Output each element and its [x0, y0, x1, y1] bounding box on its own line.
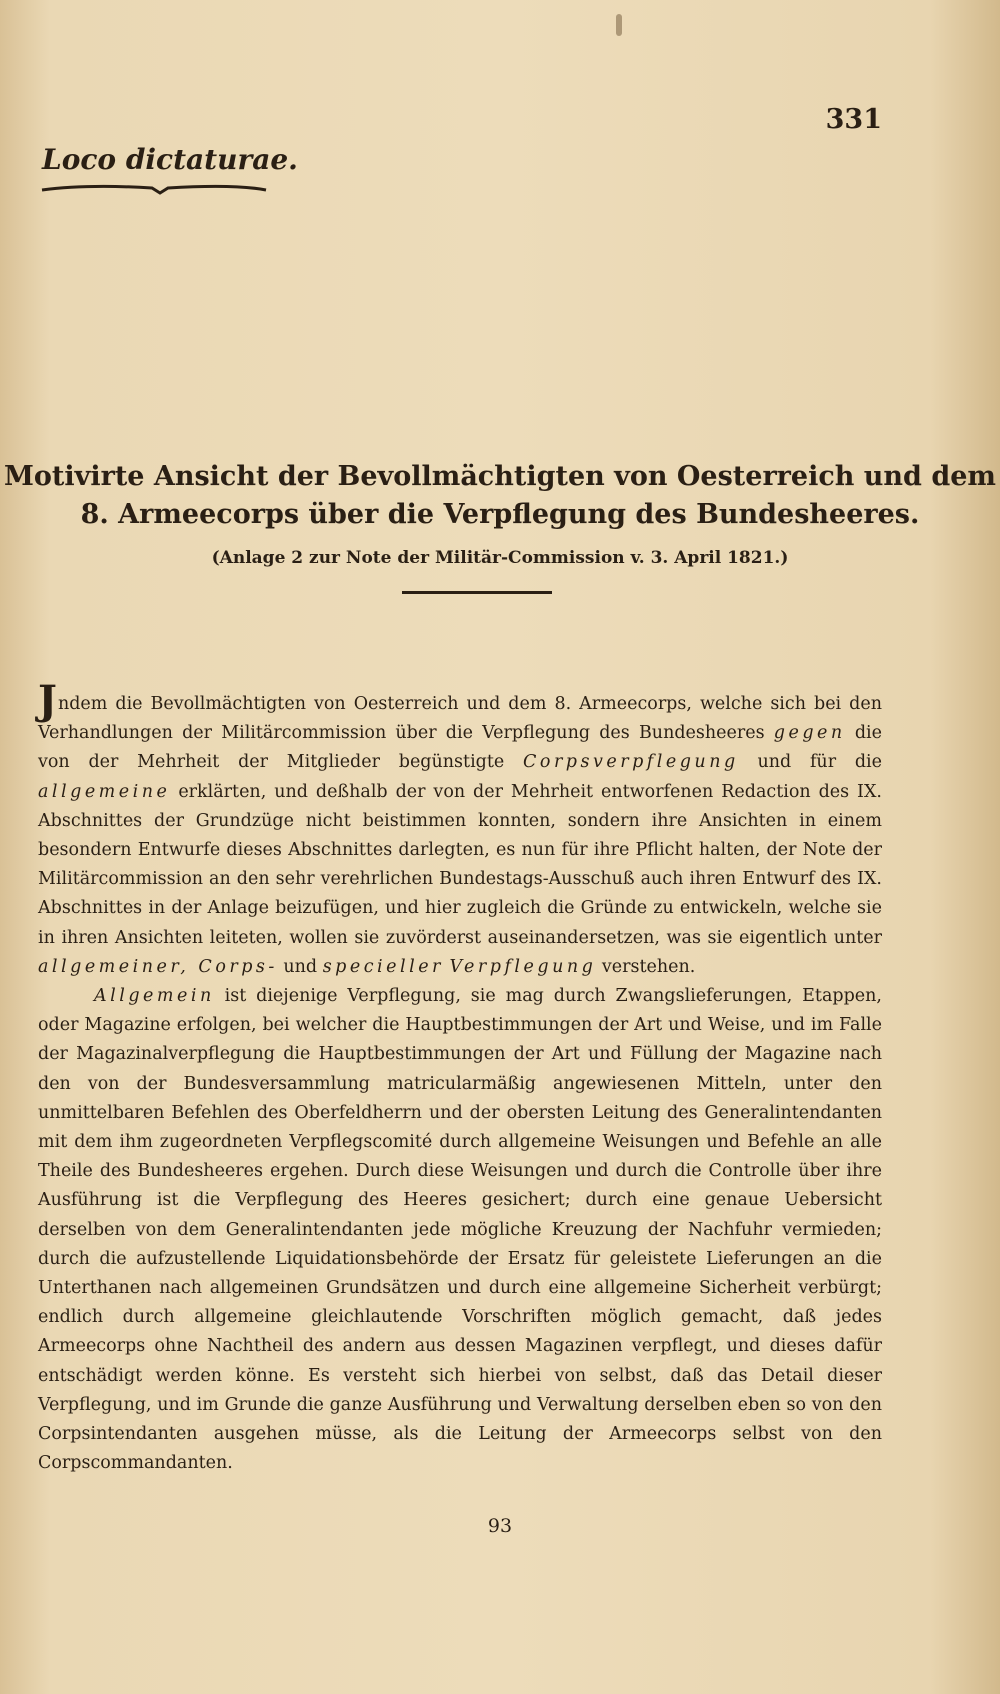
title-line-1: Motivirte Ansicht der Bevollmächtigten von Oesterreich und dem — [4, 461, 996, 492]
title-divider — [402, 591, 552, 594]
paragraph-1 — [38, 677, 882, 982]
para1-text-2: die von der Mehrheit der Mitglieder begünstigte — [38, 723, 882, 773]
page-number: 331 — [825, 104, 882, 135]
para1-emph-1: gegen — [773, 723, 846, 744]
body-text — [38, 677, 882, 1478]
para1-text-3: und für die — [738, 752, 882, 773]
title-subtitle: (Anlage 2 zur Note der Militär-Commission v. 3. April 1821.) — [211, 548, 789, 568]
para1-text-7: verstehen. — [596, 956, 696, 977]
para1-emph-4: allgemeiner, Corps- — [38, 956, 278, 977]
title-line-2: 8. Armeecorps über die Verpflegung des Bundesheeres. — [80, 499, 920, 530]
para1-text-1: ndem die Bevollmächtigten von Oesterreich und dem 8. Armeecorps, welche sich bei den Verhandlungen der Militärcommission über die Verpflegung des Bundesheeres — [38, 694, 882, 744]
paragraph-2 — [38, 982, 882, 1478]
para1-text-4: erklärten, und deßhalb der von der Mehrheit entworfenen Redaction des IX. Abschnittes der Grundzüge nicht beistimmen konnten, sondern ihre Ansichten in einem besondern Entwurfe dieses Abschnittes darlegten, es nun für ihre Pflicht halten, der Note der Militärcommission an den sehr verehrlichen Bundestags-Ausschuß auch ihren Entwurf des IX. Abschnittes in der Anlage beizufügen, und hier zugleich die Gründe zu entwickeln, welche sie in ihren Ansichten leiteten, wollen sie zuvörderst auseinandersetzen, was sie eigentlich unter — [38, 781, 882, 948]
running-head: Loco dictaturae. — [42, 143, 298, 176]
para1-emph-2: Corpsverpflegung — [523, 752, 739, 773]
ornamental-rule — [40, 183, 268, 197]
ink-smudge — [616, 14, 622, 36]
drop-cap: J — [38, 677, 57, 724]
para2-text-1: ist diejenige Verpflegung, sie mag durch Zwangslieferungen, Etappen, oder Magazine erfolgen, bei welcher die Hauptbestimmungen der Art und Weise, und im Falle der Magazinalverpflegung die Hauptbestimmungen der Art und Füllung der Magazine nach den von der Bundesversammlung matricularmäßig angewiesenen Mitteln, unter den unmittelbaren Befehlen des Oberfeldherrn und der obersten Leitung des Generalintendanten mit dem ihm zugeordneten Verpflegscomité durch allgemeine Weisungen und Befehle an alle Theile des Bundesheeres ergehen. Durch diese Weisungen und durch die Controlle über ihre Ausführung ist die Verpflegung des Heeres gesichert; durch eine genaue Uebersicht derselben von dem Generalintendanten jede mögliche Kreuzung der Nachfuhr vermieden; durch die aufzustellende Liquidationsbehörde der Ersatz für geleistete Lieferungen an die Unterthanen nach allgemeinen Grundsätzen und durch eine allgemeine Sicherheit verbürgt; endlich durch allgemeine gleichlautende Vorschriften möglich gemacht, daß jedes Armeecorps ohne Nachtheil des andern aus dessen Magazinen verpflegt, und dieses dafür entschädigt werden könne. Es versteht sich hierbei von selbst, daß das Detail dieser Verpflegung, und im Grunde die ganze Ausführung und Verwaltung derselben eben so von den Corpsintendanten ausgehen müsse, als die Leitung der Armeecorps selbst von den Corpscommandanten. — [38, 986, 882, 1474]
para1-emph-3: allgemeine — [38, 781, 171, 802]
para1-emph-6: Verpflegung — [449, 956, 597, 977]
para2-emph-1: Allgemein — [94, 986, 215, 1007]
para1-emph-5: specieller — [322, 956, 444, 977]
signature-mark: 93 — [487, 1515, 513, 1537]
article-title — [0, 458, 1000, 568]
para1-text-5: und — [277, 956, 323, 977]
